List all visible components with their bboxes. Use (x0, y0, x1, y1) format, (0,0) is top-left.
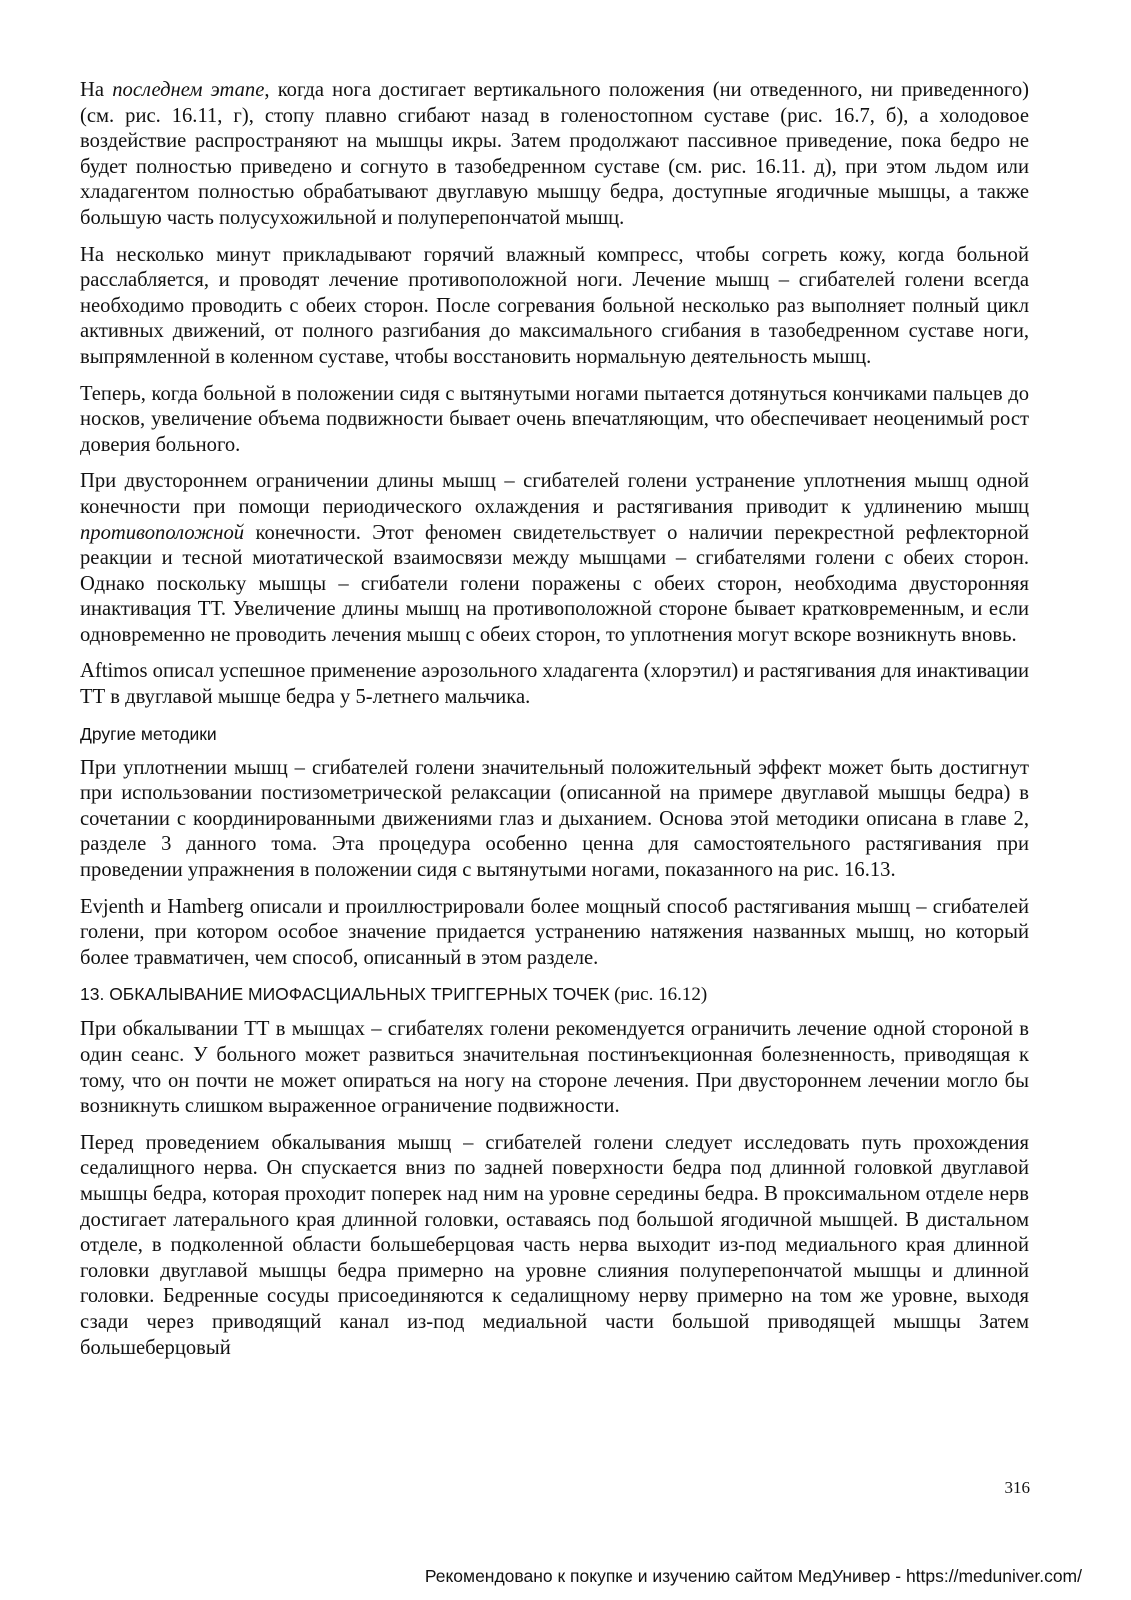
paragraph-pir: При уплотнении мышц – сгибателей голени значительный положительный эффект может быть достигнут при использовании постизометрической релаксации (описанной на примере двуглавой мышцы бедра) в сочетании с координированными движениями глаз и дыханием. Основа этой методики описана в главе 2, разделе 3 данного тома. Эта процедура особенно ценна для самостоятельного растягивания при проведении упражнения в положении сидя с вытянутыми ногами, показанного на рис. 16.13. (80, 756, 1029, 882)
paragraph-bilateral-limitation (80, 469, 1029, 648)
heading-other-methods: Другие методики (80, 723, 217, 744)
paragraph-warm-compress: На несколько минут прикладывают горячий влажный компресс, чтобы согреть кожу, когда больной расслабляется, и проводят лечение противоположной ноги. Лечение мышц – сгибателей голени всегда необходимо проводить с обеих сторон. После согревания больной несколько раз выполняет полный цикл активных движений, от полного разгибания до максимального сгибания в тазобедренном суставе ноги, выпрямленной в коленном суставе, чтобы восстановить нормальную деятельность мышц. (80, 243, 1029, 368)
emphasis-opposite: противоположной (80, 521, 245, 544)
paragraph-aftimos: Aftimos описал успешное применение аэрозольного хладагента (хлорэтил) и растягивания для инактивации ТТ в двуглавой мышце бедра у 5-летнего мальчика. (80, 660, 1029, 709)
paragraph-injection-one-side: При обкалывании ТТ в мышцах – сгибателях голени рекомендуется ограничить лечение одной стороной в один сеанс. У больного может развиться значительная постинъекционная болезненность, приводящая к тому, что он почти не может опираться на ногу на стороне лечения. При двустороннем лечении могло бы возникнуть слишком выраженное ограничение подвижности. (80, 1018, 1029, 1118)
paragraph-rest: конечности. Этот феномен свидетельствует о наличии перекрестной рефлекторной реакции и тесной миотатической взаимосвязи между мышцами – сгибателями голени с обеих сторон. Однако поскольку мышцы – сгибатели голени поражены с обеих сторон, необходима двусторонняя инактивация ТТ. Увеличение длины мышц на противоположной стороне бывает кратковременным, и если одновременно не проводить лечения мышц с обеих сторон, то уплотнения могут вскоре возникнуть вновь. (80, 521, 1029, 646)
paragraph-sitting-stretch: Теперь, когда больной в положении сидя с вытянутыми ногами пытается дотянуться кончиками пальцев до носков, увеличение объема подвижности бывает очень впечатляющим, что обеспечивает неоценимый рост доверия больного. (80, 382, 1029, 456)
heading-section-13 (80, 982, 1029, 1007)
paragraph-sciatic-nerve: Перед проведением обкалывания мышц – сгибателей голени следует исследовать путь прохождения седалищного нерва. Он спускается вниз по задней поверхности бедра под длинной головкой двуглавой мышцы бедра, которая проходит поперек над ним на уровне середины бедра. В проксимальном отделе нерв достигает латерального края длинной головки, оставаясь под большой ягодичной мышцей. В дистальном отделе, в подколенной области большеберцовая часть нерва выходит из-под медиального края длинной головки двуглавой мышцы бедра примерно на уровне слияния полуперепончатой мышцы и длинной головки. Бедренные сосуды присоединяются к седалищному нерву примерно на том же уровне, выходя сзади через приводящий канал из-под медиальной части большой приводящей мышцы Затем большеберцовый (80, 1131, 1029, 1359)
paragraph-lead: При двустороннем ограничении длины мышц – сгибателей голени устранение уплотнения мышц одной конечности при помощи периодического охлаждения и растягивания приводит к удлинению мышц (80, 470, 1029, 518)
page-number: 316 (1004, 1478, 1030, 1497)
paragraph-last-stage (80, 78, 1029, 232)
paragraph-evjenth-hamberg: Evjenth и Hamberg описали и проиллюстрировали более мощный способ растягивания мышц – сгибателей голени, при котором особое значение придается устранению натяжения названных мышц, но который более травматичен, чем способ, описанный в этом разделе. (80, 895, 1029, 969)
paragraph-lead: На (80, 79, 113, 101)
section-13-title: 13. ОБКАЛЫВАНИЕ МИОФАСЦИАЛЬНЫХ ТРИГГЕРНЫХ ТОЧЕК (80, 984, 610, 1005)
footer-recommendation: Рекомендовано к покупке и изучению сайтом МедУнивер - https://meduniver.com/ (424, 1566, 1082, 1586)
section-13-figure-ref: (рис. 16.12) (609, 984, 708, 1006)
emphasis-last-stage: последнем этапе (112, 79, 265, 101)
paragraph-rest: , когда нога достигает вертикального положения (ни отведенного, ни приведенного) (см. рис. 16.11, г), стопу плавно сгибают назад в голеностопном суставе (рис. 16.7, б), а холодовое воздействие распространяют на мышцы икры. Затем продолжают пассивное приведение, пока бедро не будет полностью приведено и согнуто в тазобедренном суставе (см. рис. 16.11. д), при этом льдом или хладагентом полностью обрабатывают двуглавую мышцу бедра, доступные ягодичные мышцы, а также большую часть полусухожильной и полуперепончатой мышц. (80, 79, 1029, 229)
document-page (80, 78, 1029, 1372)
